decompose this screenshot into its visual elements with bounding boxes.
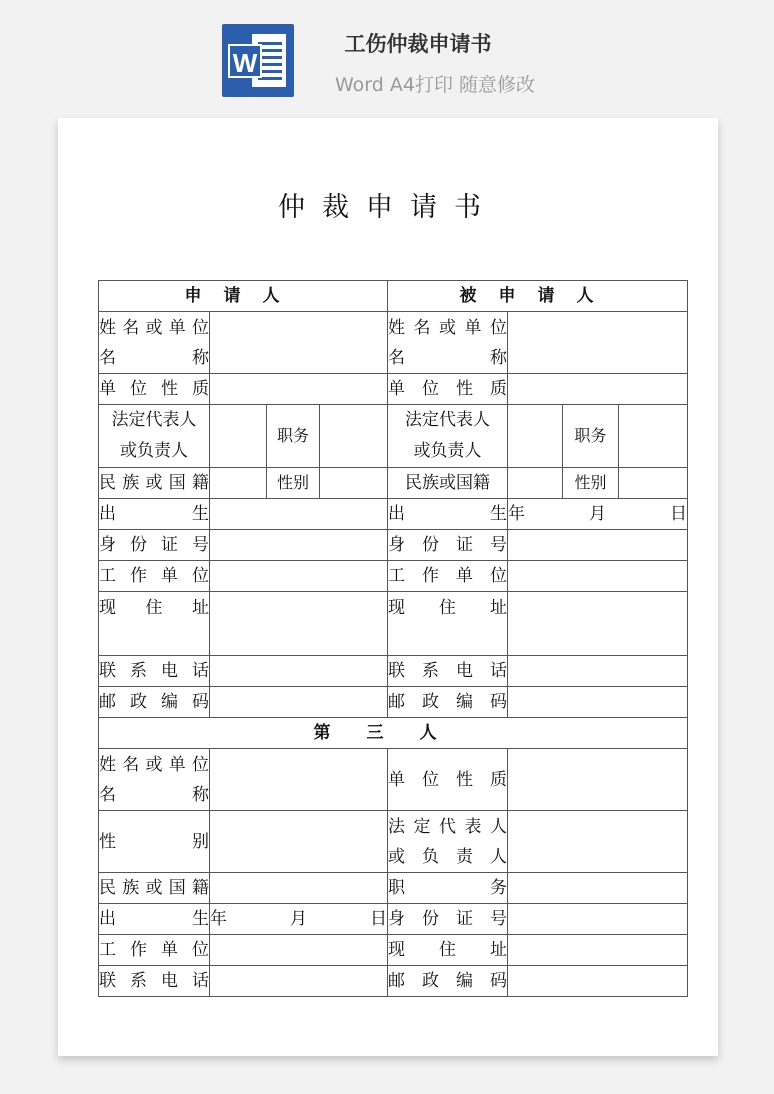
document-title: 仲裁申请书 [278,192,498,223]
respondent-phone-field[interactable] [508,656,688,687]
third-birth-row [99,904,688,935]
respondent-address-label: 现住址 [388,592,508,656]
birth-row [99,499,688,530]
third-unit-nature-field[interactable] [508,749,688,811]
unit-nature-row [99,374,688,405]
applicant-name-label: 姓名或单位 名称 [99,312,210,374]
id-row [99,530,688,561]
applicant-unit-nature-label: 单位性质 [99,374,210,405]
third-name-field[interactable] [210,749,388,811]
party-header-row [99,281,688,312]
third-id-field[interactable] [508,904,688,935]
third-position-field[interactable] [508,873,688,904]
applicant-postcode-field[interactable] [210,687,388,718]
applicant-birth-label: 出生 [99,499,210,530]
applicant-ethnicity-label: 民族或国籍 [99,468,210,499]
applicant-id-field[interactable] [210,530,388,561]
third-unit-nature-label: 单位性质 [388,749,508,811]
respondent-ethnicity-label: 民族或国籍 [388,468,508,499]
respondent-postcode-field[interactable] [508,687,688,718]
applicant-phone-field[interactable] [210,656,388,687]
respondent-id-field[interactable] [508,530,688,561]
third-legal-rep-label: 法定代表人 或负责人 [388,811,508,873]
respondent-position-field[interactable] [619,405,688,468]
legal-rep-row [99,405,688,468]
third-party-header-row [99,718,688,749]
respondent-postcode-label: 邮政编码 [388,687,508,718]
document-page [58,118,718,1056]
respondent-legal-rep-label: 法定代表人 或负责人 [388,405,508,468]
respondent-unit-nature-field[interactable] [508,374,688,405]
applicant-workplace-field[interactable] [210,561,388,592]
respondent-birth-date[interactable]: 年月日 [508,499,688,530]
respondent-header: 被申请人 [388,281,688,312]
respondent-name-label: 姓名或单位 名称 [388,312,508,374]
third-party-header: 第三人 [99,718,688,749]
address-row [99,592,688,656]
third-birth-label: 出生 [99,904,210,935]
applicant-postcode-label: 邮政编码 [99,687,210,718]
respondent-workplace-label: 工作单位 [388,561,508,592]
third-phone-field[interactable] [210,966,388,997]
third-address-field[interactable] [508,935,688,966]
third-gender-label: 性别 [99,811,210,873]
ethnicity-row [99,468,688,499]
applicant-id-label: 身份证号 [99,530,210,561]
respondent-id-label: 身份证号 [388,530,508,561]
file-subtitle: Word A4打印 随意修改 [334,74,535,96]
applicant-phone-label: 联系电话 [99,656,210,687]
third-ethnicity-label: 民族或国籍 [99,873,210,904]
applicant-gender-field[interactable] [320,468,388,499]
third-ethnicity-row [99,873,688,904]
applicant-gender-label: 性别 [267,468,320,499]
third-name-row [99,749,688,811]
respondent-position-label: 职务 [563,405,619,468]
third-workplace-field[interactable] [210,935,388,966]
third-gender-row [99,811,688,873]
preview-header [0,0,774,110]
respondent-gender-field[interactable] [619,468,688,499]
applicant-legal-rep-label: 法定代表人 或负责人 [99,405,210,468]
name-row [99,312,688,374]
third-name-label: 姓名或单位 名称 [99,749,210,811]
third-birth-date[interactable]: 年月日 [210,904,388,935]
file-title: 工伤仲裁申请书 [344,32,492,56]
applicant-address-field[interactable] [210,592,388,656]
third-gender-field[interactable] [210,811,388,873]
applicant-ethnicity-field[interactable] [210,468,267,499]
third-address-label: 现住址 [388,935,508,966]
applicant-name-field[interactable] [210,312,388,374]
applicant-unit-nature-field[interactable] [210,374,388,405]
workplace-row [99,561,688,592]
respondent-workplace-field[interactable] [508,561,688,592]
applicant-address-label: 现住址 [99,592,210,656]
third-postcode-label: 邮政编码 [388,966,508,997]
respondent-legal-rep-field[interactable] [508,405,563,468]
applicant-header: 申请人 [99,281,388,312]
third-position-label: 职务 [388,873,508,904]
third-ethnicity-field[interactable] [210,873,388,904]
arbitration-form-table [98,280,688,997]
respondent-unit-nature-label: 单位性质 [388,374,508,405]
third-phone-label: 联系电话 [99,966,210,997]
respondent-birth-label: 出生 [388,499,508,530]
word-badge: W [228,44,262,78]
respondent-phone-label: 联系电话 [388,656,508,687]
respondent-name-field[interactable] [508,312,688,374]
respondent-gender-label: 性别 [563,468,619,499]
third-id-label: 身份证号 [388,904,508,935]
applicant-legal-rep-field[interactable] [210,405,267,468]
third-postcode-field[interactable] [508,966,688,997]
phone-row [99,656,688,687]
third-workplace-row [99,935,688,966]
applicant-position-label: 职务 [267,405,320,468]
respondent-address-field[interactable] [508,592,688,656]
respondent-ethnicity-field[interactable] [508,468,563,499]
word-icon [222,24,294,97]
third-phone-row [99,966,688,997]
postcode-row [99,687,688,718]
third-legal-rep-field[interactable] [508,811,688,873]
third-workplace-label: 工作单位 [99,935,210,966]
applicant-workplace-label: 工作单位 [99,561,210,592]
applicant-position-field[interactable] [320,405,388,468]
applicant-birth-field[interactable] [210,499,388,530]
